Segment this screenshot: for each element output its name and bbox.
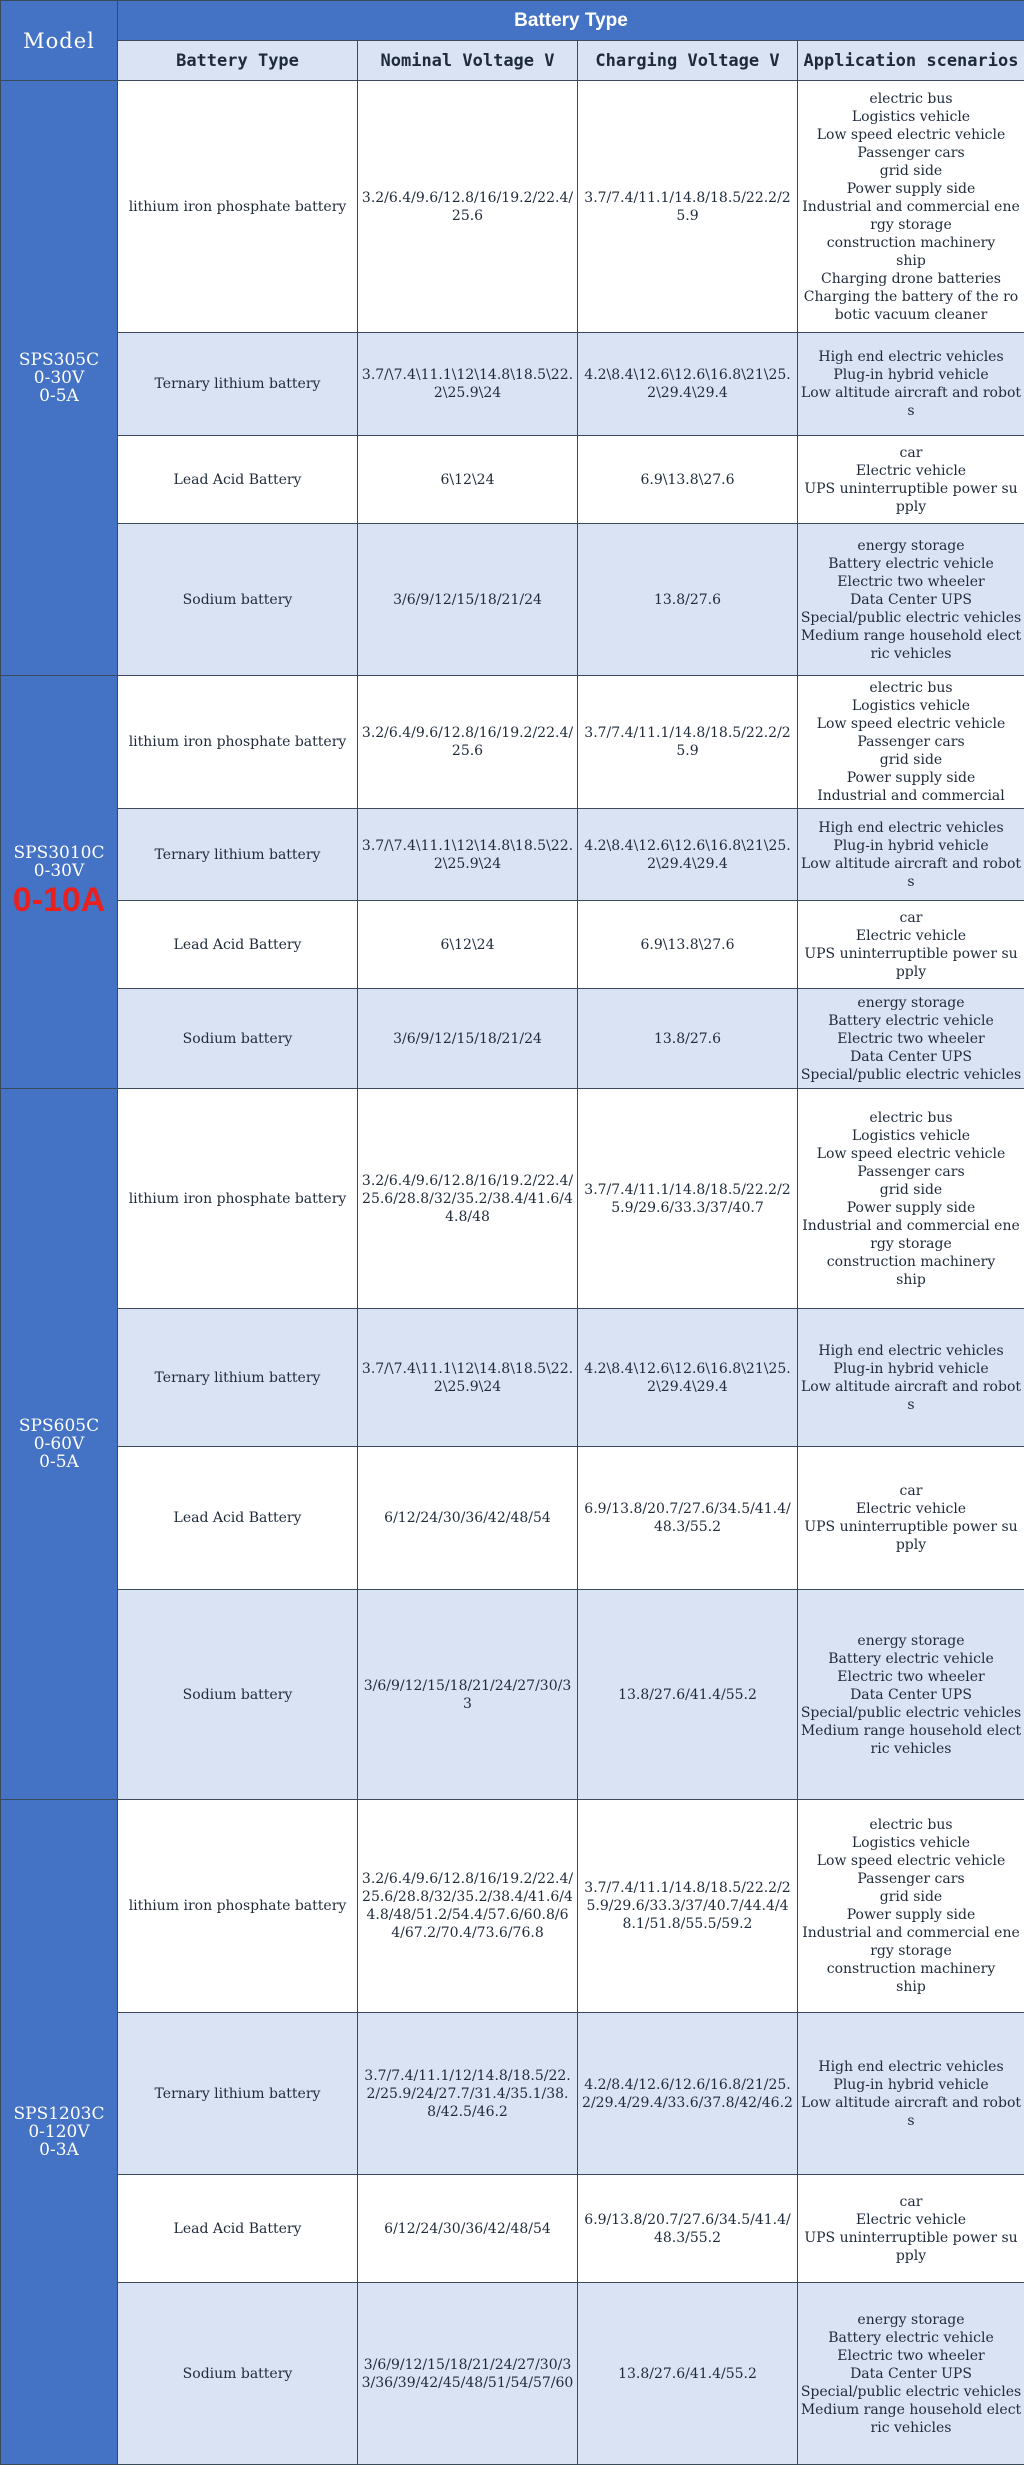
application-scenarios-cell	[798, 2283, 1024, 2465]
application-scenarios-cell	[798, 989, 1024, 1089]
application-scenario-item: High end electric vehicles	[800, 348, 1022, 366]
application-scenario-item: Electric two wheeler	[800, 2347, 1022, 2365]
table-row	[1, 81, 1024, 333]
table-row	[1, 1590, 1024, 1800]
table-row	[1, 1447, 1024, 1590]
application-scenarios-cell	[798, 901, 1024, 989]
charging-voltage-cell: 6.9/13.8/20.7/27.6/34.5/41.4/48.3/55.2	[578, 2175, 798, 2283]
application-scenarios-cell	[798, 1590, 1024, 1800]
battery-type-cell: Ternary lithium battery	[118, 2013, 358, 2175]
table-row	[1, 524, 1024, 676]
nominal-voltage-cell: 3/6/9/12/15/18/21/24	[358, 524, 578, 676]
table-row	[1, 1309, 1024, 1447]
application-scenario-item: High end electric vehicles	[800, 819, 1022, 837]
application-scenario-item: Battery electric vehicle	[800, 1012, 1022, 1030]
table-row	[1, 989, 1024, 1089]
table-row	[1, 676, 1024, 809]
battery-type-cell: Ternary lithium battery	[118, 333, 358, 436]
model-voltage-range: 0-60V	[3, 1435, 115, 1453]
nominal-voltage-cell: 3.7/7.4/11.1/12/14.8/18.5/22.2/25.9/24/27.7/31.4/35.1/38.8/42.5/46.2	[358, 2013, 578, 2175]
application-scenarios-cell	[798, 1447, 1024, 1590]
application-scenario-item: Electric vehicle	[800, 2211, 1022, 2229]
battery-type-cell: Lead Acid Battery	[118, 901, 358, 989]
table-row	[1, 1800, 1024, 2013]
application-scenarios-cell	[798, 524, 1024, 676]
battery-type-cell: Sodium battery	[118, 1590, 358, 1800]
nominal-voltage-cell: 6/12/24/30/36/42/48/54	[358, 1447, 578, 1590]
application-scenario-item: Special/public electric vehicles	[800, 609, 1022, 627]
model-column-header: Model	[1, 1, 118, 81]
application-scenario-item: Special/public electric vehicles	[800, 2383, 1022, 2401]
application-scenario-item: Special/public electric vehicles	[800, 1066, 1022, 1084]
model-current-range: 0-3A	[3, 2141, 115, 2159]
charging-voltage-cell: 4.2/8.4/12.6/12.6/16.8/21/25.2/29.4/29.4/33.6/37.8/42/46.2	[578, 2013, 798, 2175]
column-header-nominal-voltage: Nominal Voltage V	[358, 41, 578, 81]
application-scenario-item: High end electric vehicles	[800, 2058, 1022, 2076]
application-scenario-item: Passenger cars	[800, 733, 1022, 751]
table-row	[1, 2175, 1024, 2283]
battery-type-cell: Sodium battery	[118, 2283, 358, 2465]
application-scenario-item: Medium range household electric vehicles	[800, 627, 1022, 663]
column-header-battery-type: Battery Type	[118, 41, 358, 81]
model-name: SPS1203C	[3, 2105, 115, 2123]
application-scenario-item: Battery electric vehicle	[800, 555, 1022, 573]
charging-voltage-cell: 6.9\13.8\27.6	[578, 901, 798, 989]
application-scenario-item: Passenger cars	[800, 1163, 1022, 1181]
application-scenario-item: energy storage	[800, 537, 1022, 555]
application-scenario-item: High end electric vehicles	[800, 1342, 1022, 1360]
application-scenario-item: Plug-in hybrid vehicle	[800, 366, 1022, 384]
application-scenario-item: car	[800, 1482, 1022, 1500]
battery-type-cell: Lead Acid Battery	[118, 436, 358, 524]
column-header-charging-voltage: Charging Voltage V	[578, 41, 798, 81]
model-cell-sps3010c	[1, 676, 118, 1089]
application-scenario-item: grid side	[800, 751, 1022, 769]
application-scenario-item: Low altitude aircraft and robots	[800, 384, 1022, 420]
model-name: SPS305C	[3, 351, 115, 369]
application-scenario-item: Electric two wheeler	[800, 1030, 1022, 1048]
application-scenario-item: UPS uninterruptible power supply	[800, 1518, 1022, 1554]
application-scenario-item: Plug-in hybrid vehicle	[800, 2076, 1022, 2094]
table-row	[1, 333, 1024, 436]
battery-type-cell: lithium iron phosphate battery	[118, 676, 358, 809]
application-scenario-item: Passenger cars	[800, 1870, 1022, 1888]
application-scenario-item: Electric vehicle	[800, 1500, 1022, 1518]
charging-voltage-cell: 4.2\8.4\12.6\12.6\16.8\21\25.2\29.4\29.4	[578, 809, 798, 901]
charging-voltage-cell: 3.7/7.4/11.1/14.8/18.5/22.2/25.9/29.6/33.3/37/40.7	[578, 1089, 798, 1309]
application-scenario-item: Battery electric vehicle	[800, 1650, 1022, 1668]
application-scenario-item: Logistics vehicle	[800, 108, 1022, 126]
table-row	[1, 436, 1024, 524]
charging-voltage-cell: 13.8/27.6	[578, 989, 798, 1089]
application-scenarios-cell	[798, 809, 1024, 901]
application-scenario-item: energy storage	[800, 1632, 1022, 1650]
application-scenario-item: Low speed electric vehicle	[800, 1852, 1022, 1870]
application-scenario-item: ship	[800, 1978, 1022, 1996]
model-name: SPS3010C	[3, 844, 115, 862]
application-scenario-item: Data Center UPS	[800, 1686, 1022, 1704]
application-scenario-item: Medium range household electric vehicles	[800, 1722, 1022, 1758]
application-scenario-item: grid side	[800, 162, 1022, 180]
application-scenario-item: UPS uninterruptible power supply	[800, 945, 1022, 981]
application-scenario-item: Power supply side	[800, 1199, 1022, 1217]
model-current-range: 0-5A	[3, 1453, 115, 1471]
model-current-range-highlight: 0-10A	[3, 880, 115, 920]
application-scenarios-cell	[798, 333, 1024, 436]
application-scenario-item: UPS uninterruptible power supply	[800, 2229, 1022, 2265]
nominal-voltage-cell: 3.2/6.4/9.6/12.8/16/19.2/22.4/25.6/28.8/32/35.2/38.4/41.6/44.8/48/51.2/54.4/57.6/60.8/64/67.2/70.4/73.6/76.8	[358, 1800, 578, 2013]
nominal-voltage-cell: 3.7/\7.4\11.1\12\14.8\18.5\22.2\25.9\24	[358, 809, 578, 901]
application-scenario-item: Industrial and commercial energy storage	[800, 1924, 1022, 1960]
nominal-voltage-cell: 3/6/9/12/15/18/21/24/27/30/33	[358, 1590, 578, 1800]
application-scenario-item: Electric vehicle	[800, 462, 1022, 480]
application-scenario-item: Passenger cars	[800, 144, 1022, 162]
application-scenarios-cell	[798, 81, 1024, 333]
application-scenario-item: car	[800, 444, 1022, 462]
nominal-voltage-cell: 3.7/\7.4\11.1\12\14.8\18.5\22.2\25.9\24	[358, 333, 578, 436]
model-name: SPS605C	[3, 1417, 115, 1435]
application-scenario-item: Charging drone batteries	[800, 270, 1022, 288]
application-scenario-item: electric bus	[800, 679, 1022, 697]
application-scenarios-cell	[798, 2175, 1024, 2283]
application-scenario-item: energy storage	[800, 994, 1022, 1012]
model-cell-sps305c	[1, 81, 118, 676]
battery-type-cell: lithium iron phosphate battery	[118, 1800, 358, 2013]
charging-voltage-cell: 4.2\8.4\12.6\12.6\16.8\21\25.2\29.4\29.4	[578, 333, 798, 436]
application-scenario-item: Electric two wheeler	[800, 573, 1022, 591]
application-scenario-item: energy storage	[800, 2311, 1022, 2329]
application-scenarios-cell	[798, 1800, 1024, 2013]
application-scenario-item: car	[800, 909, 1022, 927]
charging-voltage-cell: 4.2\8.4\12.6\12.6\16.8\21\25.2\29.4\29.4	[578, 1309, 798, 1447]
application-scenario-item: electric bus	[800, 1109, 1022, 1127]
charging-voltage-cell: 3.7/7.4/11.1/14.8/18.5/22.2/25.9/29.6/33.3/37/40.7/44.4/48.1/51.8/55.5/59.2	[578, 1800, 798, 2013]
model-cell-sps1203c	[1, 1800, 118, 2465]
charging-voltage-cell: 3.7/7.4/11.1/14.8/18.5/22.2/25.9	[578, 676, 798, 809]
nominal-voltage-cell: 3.7/\7.4\11.1\12\14.8\18.5\22.2\25.9\24	[358, 1309, 578, 1447]
nominal-voltage-cell: 3.2/6.4/9.6/12.8/16/19.2/22.4/25.6	[358, 81, 578, 333]
application-scenario-item: Special/public electric vehicles	[800, 1704, 1022, 1722]
table-row	[1, 2283, 1024, 2465]
application-scenario-item: Industrial and commercial	[800, 787, 1022, 805]
application-scenario-item: Industrial and commercial energy storage	[800, 198, 1022, 234]
application-scenario-item: Medium range household electric vehicles	[800, 2401, 1022, 2437]
application-scenarios-cell	[798, 1309, 1024, 1447]
battery-type-cell: lithium iron phosphate battery	[118, 81, 358, 333]
application-scenario-item: Logistics vehicle	[800, 697, 1022, 715]
nominal-voltage-cell: 3.2/6.4/9.6/12.8/16/19.2/22.4/25.6/28.8/32/35.2/38.4/41.6/44.8/48	[358, 1089, 578, 1309]
application-scenario-item: Plug-in hybrid vehicle	[800, 837, 1022, 855]
application-scenario-item: Electric vehicle	[800, 927, 1022, 945]
application-scenario-item: construction machinery	[800, 1253, 1022, 1271]
application-scenario-item: Low altitude aircraft and robots	[800, 2094, 1022, 2130]
application-scenario-item: Low speed electric vehicle	[800, 1145, 1022, 1163]
application-scenarios-cell	[798, 1089, 1024, 1309]
application-scenarios-cell	[798, 2013, 1024, 2175]
application-scenario-item: electric bus	[800, 1816, 1022, 1834]
application-scenario-item: UPS uninterruptible power supply	[800, 480, 1022, 516]
charging-voltage-cell: 3.7/7.4/11.1/14.8/18.5/22.2/25.9	[578, 81, 798, 333]
charging-voltage-cell: 6.9\13.8\27.6	[578, 436, 798, 524]
nominal-voltage-cell: 3.2/6.4/9.6/12.8/16/19.2/22.4/25.6	[358, 676, 578, 809]
battery-type-banner: Battery Type	[118, 1, 1024, 41]
application-scenario-item: grid side	[800, 1888, 1022, 1906]
model-voltage-range: 0-30V	[3, 862, 115, 880]
column-header-application-scenarios: Application scenarios	[798, 41, 1024, 81]
application-scenario-item: Power supply side	[800, 180, 1022, 198]
battery-type-cell: Sodium battery	[118, 524, 358, 676]
charging-voltage-cell: 13.8/27.6	[578, 524, 798, 676]
application-scenario-item: Plug-in hybrid vehicle	[800, 1360, 1022, 1378]
application-scenario-item: Logistics vehicle	[800, 1834, 1022, 1852]
application-scenario-item: Low altitude aircraft and robots	[800, 1378, 1022, 1414]
application-scenario-item: electric bus	[800, 90, 1022, 108]
nominal-voltage-cell: 6/12/24/30/36/42/48/54	[358, 2175, 578, 2283]
battery-type-cell: Ternary lithium battery	[118, 809, 358, 901]
application-scenario-item: ship	[800, 1271, 1022, 1289]
battery-type-cell: Lead Acid Battery	[118, 2175, 358, 2283]
battery-type-cell: Sodium battery	[118, 989, 358, 1089]
battery-type-cell: Lead Acid Battery	[118, 1447, 358, 1590]
application-scenario-item: Low speed electric vehicle	[800, 715, 1022, 733]
model-cell-sps605c	[1, 1089, 118, 1800]
application-scenario-item: Electric two wheeler	[800, 1668, 1022, 1686]
application-scenario-item: Logistics vehicle	[800, 1127, 1022, 1145]
model-voltage-range: 0-30V	[3, 369, 115, 387]
application-scenario-item: car	[800, 2193, 1022, 2211]
charging-voltage-cell: 6.9/13.8/20.7/27.6/34.5/41.4/48.3/55.2	[578, 1447, 798, 1590]
application-scenario-item: ship	[800, 252, 1022, 270]
charging-voltage-cell: 13.8/27.6/41.4/55.2	[578, 2283, 798, 2465]
nominal-voltage-cell: 6\12\24	[358, 901, 578, 989]
application-scenario-item: construction machinery	[800, 1960, 1022, 1978]
battery-type-cell: lithium iron phosphate battery	[118, 1089, 358, 1309]
model-current-range: 0-5A	[3, 387, 115, 405]
application-scenario-item: Data Center UPS	[800, 591, 1022, 609]
table-row	[1, 2013, 1024, 2175]
application-scenarios-cell	[798, 436, 1024, 524]
model-voltage-range: 0-120V	[3, 2123, 115, 2141]
application-scenario-item: Data Center UPS	[800, 1048, 1022, 1066]
charging-voltage-cell: 13.8/27.6/41.4/55.2	[578, 1590, 798, 1800]
application-scenario-item: Low altitude aircraft and robots	[800, 855, 1022, 891]
application-scenario-item: Power supply side	[800, 769, 1022, 787]
application-scenario-item: Data Center UPS	[800, 2365, 1022, 2383]
table-row	[1, 901, 1024, 989]
application-scenario-item: Industrial and commercial energy storage	[800, 1217, 1022, 1253]
table-row	[1, 1089, 1024, 1309]
application-scenario-item: Charging the battery of the robotic vacuum cleaner	[800, 288, 1022, 324]
application-scenario-item: Low speed electric vehicle	[800, 126, 1022, 144]
table-row	[1, 809, 1024, 901]
nominal-voltage-cell: 3/6/9/12/15/18/21/24	[358, 989, 578, 1089]
nominal-voltage-cell: 3/6/9/12/15/18/21/24/27/30/33/36/39/42/45/48/51/54/57/60	[358, 2283, 578, 2465]
nominal-voltage-cell: 6\12\24	[358, 436, 578, 524]
application-scenario-item: grid side	[800, 1181, 1022, 1199]
battery-type-cell: Ternary lithium battery	[118, 1309, 358, 1447]
application-scenarios-cell	[798, 676, 1024, 809]
application-scenario-item: construction machinery	[800, 234, 1022, 252]
application-scenario-item: Battery electric vehicle	[800, 2329, 1022, 2347]
application-scenario-item: Power supply side	[800, 1906, 1022, 1924]
